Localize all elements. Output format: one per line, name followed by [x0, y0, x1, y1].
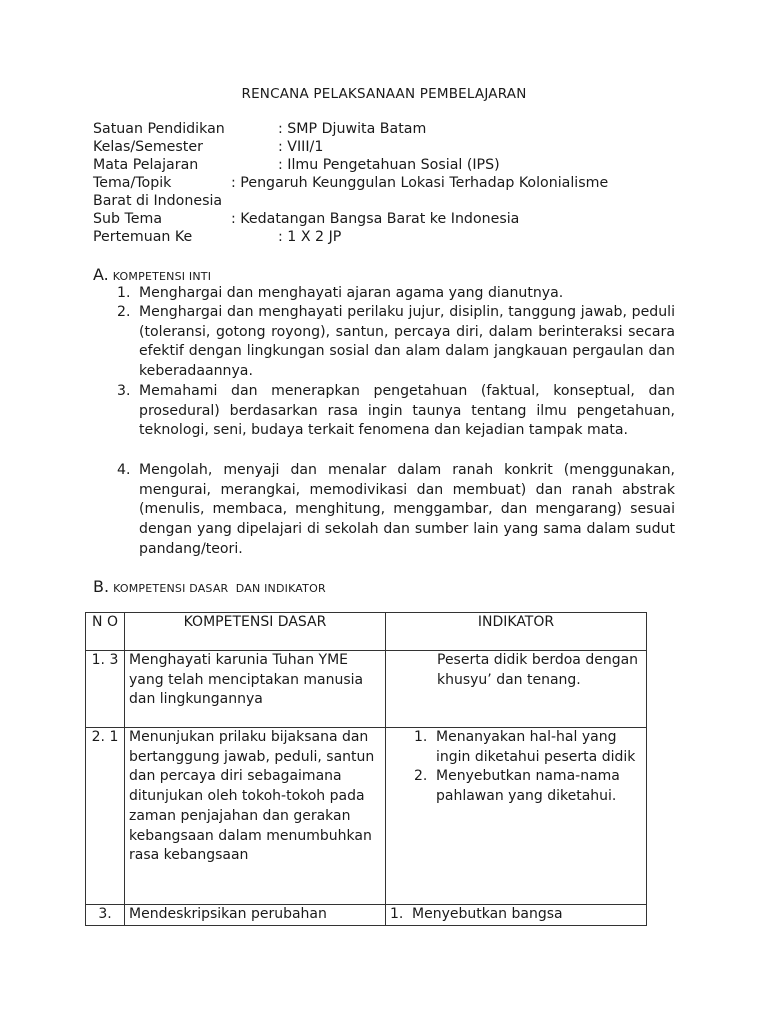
ki-item-text: Mengolah, menyaji dan menalar dalam ranah konkrit (menggunakan, mengurai, merangkai, memodivikasi dan membuat) dan ranah abstrak (menulis, membaca, menghitung, menggambar, dan mengarang) sesuai dengan yang dipelajari di sekolah dan sumber lain yang sama dalam sudut pandang/teori. [139, 462, 675, 557]
header-indikator [386, 613, 647, 651]
indikator-list [390, 905, 642, 925]
section-a-heading [93, 265, 211, 284]
row-indikator [386, 651, 647, 728]
list-item-text: Menanyakan hal-hal yang ingin diketahui peserta didik [436, 729, 636, 765]
section-b-letter: B. [93, 577, 110, 596]
section-a-letter: A. [93, 265, 109, 284]
document-title: RENCANA PELAKSANAAN PEMBELAJARAN [241, 86, 527, 102]
ki-item-4 [117, 461, 675, 560]
meta-satuan-value: : SMP Djuwita Batam [278, 121, 427, 137]
header-kompetensi-dasar [125, 613, 386, 651]
meta-kelas-label: Kelas/Semester [93, 139, 203, 155]
meta-tema [93, 175, 609, 191]
meta-satuan-label: Satuan Pendidikan [93, 121, 225, 137]
meta-tema-label: Tema/Topik [93, 175, 172, 191]
header-ind-label: INDIKATOR [477, 614, 555, 630]
meta-tema-value: : Pengaruh Keunggulan Lokasi Terhadap Kolonialisme [231, 175, 609, 191]
row-kompetensi-dasar: Menunjukan prilaku bijaksana dan bertanggung jawab, peduli, santun dan percaya diri sebagaimana ditunjukan oleh tokoh-tokoh pada zaman penjajahan dan gerakan kebangsaan dalam menumbuhkan rasa kebangsaan [125, 728, 386, 905]
row-indikator [386, 728, 647, 905]
table-header-row [86, 613, 647, 651]
meta-pertemuan-value: : 1 X 2 JP [278, 229, 342, 245]
ki-item-2 [117, 303, 675, 382]
kompetensi-table [85, 612, 647, 926]
ki-item-text: Menghargai dan menghayati perilaku jujur, disiplin, tanggung jawab, peduli (toleransi, gotong royong), santun, percaya diri, dalam berinteraksi secara efektif dengan lingkungan sosial dan alam dalam jangkauan pergaulan dan keberadaannya. [139, 304, 675, 380]
list-item-text: Menyebutkan nama-nama pahlawan yang diketahui. [436, 768, 620, 805]
header-no: N O [86, 613, 125, 651]
row-no: 1. 3 [86, 651, 125, 728]
list-item-number: 1. [390, 906, 404, 922]
table-row [86, 651, 647, 728]
ki-item-text: Menghargai dan menghayati ajaran agama yang dianutnya. [139, 285, 564, 301]
ki-item-number: 4. [117, 462, 131, 478]
row-indikator [386, 905, 647, 926]
meta-subtema-label: Sub Tema [93, 211, 163, 227]
meta-mapel-value: : Ilmu Pengetahuan Sosial (IPS) [278, 157, 500, 173]
section-a-label: KOMPETENSI INTI [112, 270, 212, 283]
meta-pertemuan [93, 229, 342, 245]
table-row [86, 905, 647, 926]
ki-item-1 [117, 284, 675, 304]
ki-item-text: Memahami dan menerapkan pengetahuan (faktual, konseptual, dan prosedural) berdasarkan rasa ingin taunya tentang ilmu pengetahuan, teknologi, seni, budaya terkait fenomena dan kejadian tampak mata. [139, 383, 675, 439]
meta-tema-continued: Barat di Indonesia [93, 193, 223, 209]
meta-kelas-value: : VIII/1 [278, 139, 324, 155]
meta-subtema [93, 211, 520, 227]
section-b-heading [93, 577, 326, 596]
table-row [86, 728, 647, 905]
section-b-label: KOMPETENSI DASAR DAN INDIKATOR [113, 582, 326, 595]
meta-mapel-label: Mata Pelajaran [93, 157, 199, 173]
indikator-list [414, 728, 642, 807]
meta-pertemuan-label: Pertemuan Ke [93, 229, 193, 245]
ki-item-3 [117, 382, 675, 441]
ki-item-number: 2. [117, 304, 131, 320]
meta-kelas [93, 139, 324, 155]
list-item-number: 1. [414, 729, 428, 745]
row-kompetensi-dasar: Mendeskripsikan perubahan [125, 905, 386, 926]
ki-item-number: 3. [117, 383, 131, 399]
row-no: 2. 1 [86, 728, 125, 905]
list-item-number: 2. [414, 768, 428, 785]
list-item [414, 728, 642, 767]
header-kd-label: KOMPETENSI DASAR [183, 614, 327, 630]
meta-satuan [93, 121, 427, 137]
meta-subtema-value: : Kedatangan Bangsa Barat ke Indonesia [231, 211, 520, 227]
meta-mapel [93, 157, 500, 173]
list-item-text: Menyebutkan bangsa [412, 906, 563, 922]
ki-item-number: 1. [117, 285, 131, 301]
indikator-text: Peserta didik berdoa dengan khusyu’ dan tenang. [437, 652, 639, 688]
list-item [390, 905, 642, 925]
list-item [414, 767, 642, 806]
row-kompetensi-dasar: Menghayati karunia Tuhan YME yang telah menciptakan manusia dan lingkungannya [125, 651, 386, 728]
row-no: 3. [86, 905, 125, 926]
